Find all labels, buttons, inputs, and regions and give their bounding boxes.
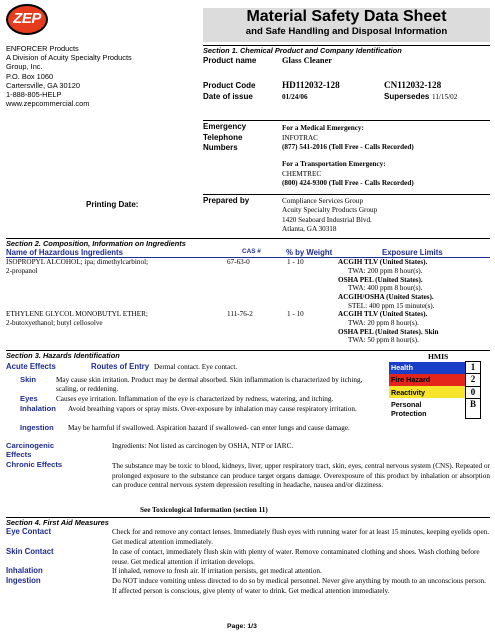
exposure-limits [338, 310, 438, 345]
company-address [6, 44, 196, 108]
emergency-label-line: Telephone [203, 132, 243, 142]
ingredient-cas: 67-63-0 [227, 258, 250, 266]
ingredient-row [6, 258, 148, 277]
ingredient-weight: 1 - 10 [287, 310, 304, 318]
prepared-by [282, 197, 377, 235]
product-code-value: HD112032-128 [282, 80, 340, 90]
inhalation-label: Inhalation [20, 404, 56, 413]
supersedes-value: 11/15/02 [432, 93, 458, 101]
exposure-limit-line: ACGIH/OSHA (United States). [338, 293, 434, 302]
document-subtitle: and Safe Handling and Disposal Information [245, 26, 448, 37]
medical-phone: (877) 541-2016 (Toll Free - Calls Recorded) [282, 143, 414, 152]
date-value: 01/24/06 [282, 93, 308, 101]
skin-label: Skin [20, 375, 37, 384]
company-line: A Division of Acuity Specialty Products [6, 53, 132, 63]
hmis-health-label: Health [389, 362, 466, 374]
exposure-limit-line: TWA: 400 ppm 8 hour(s). [348, 284, 423, 293]
inhalation-text: Avoid breathing vapors or spray mists. Over-exposure by inhalation may cause respiratory irritation. [68, 405, 357, 413]
first-aid-ingestion-label: Ingestion [6, 576, 41, 585]
hmis-personal-line: Personal [391, 400, 422, 410]
ingredient-name: 2-propanol [6, 267, 38, 276]
carcinogenic-text: Ingredients: Not listed as carcinogen by OSHA, NTP or IARC. [112, 442, 294, 450]
emergency-label-line: Emergency [203, 122, 247, 131]
exposure-limit-line: ACGIH TLV (United States). [338, 310, 428, 318]
first-aid-inhalation-text: If inhaled, remove to fresh air. If irritation persists, get medical attention. [112, 567, 322, 575]
routes-label: Routes of Entry [91, 362, 150, 371]
hmis-table [389, 361, 481, 419]
date-label: Date of issue [203, 92, 253, 101]
section4-heading: Section 4. First Aid Measures [6, 518, 109, 527]
company-line: P.O. Box 1060 [6, 71, 54, 81]
prepared-line: 1420 Seaboard Industrial Blvd. [282, 215, 372, 224]
col-weight: % by Weight [286, 248, 333, 257]
ingredient-row [6, 310, 148, 329]
exposure-limit-line: STEL: 400 ppm 15 minute(s). [348, 301, 435, 310]
chronic-effects-label: Chronic Effects [6, 460, 63, 469]
transport-emergency [282, 160, 414, 189]
skin-text: May cause skin irritation. Product may be dermal absorbed. Skin inflammation is characterized by itching, scaling, or reddening. [56, 376, 363, 394]
routes-text: Dermal contact. Eye contact. [154, 363, 238, 371]
eyes-label: Eyes [20, 394, 38, 403]
exposure-limit-line: ACGIH TLV (United States). [338, 258, 428, 266]
eye-contact-text: Check for and remove any contact lenses. Immediately flush eyes with running water for at least 15 minutes, keeping eyelids open. Get medical attention immediately. [112, 528, 490, 546]
medical-org: INFOTRAC [282, 133, 318, 142]
first-aid-inhalation-label: Inhalation [6, 566, 43, 575]
emergency-label-line: Numbers [203, 143, 238, 152]
carcinogenic-label-line: Carcinogenic [6, 441, 55, 450]
logo-text: ZEP [13, 10, 41, 28]
chronic-effects-text: The substance may be toxic to blood, kidneys, liver, upper respiratory tract, skin, eyes, central nervous system (CNS). Repeated or prolonged exposure to the substance can produce target organs damage. Overexposure of this product by inhalation or absorption can produce central nervous system depression resulting in headache, nausea and/or dizziness. [112, 462, 490, 490]
supersedes-label: Supersedes [384, 92, 430, 101]
product-name-value: Glass Cleaner [282, 56, 333, 65]
document-title: Material Safety Data Sheet [246, 8, 447, 25]
ingredient-cas: 111-76-2 [227, 310, 253, 318]
hmis-title: HMIS [428, 352, 449, 361]
prepared-line: Compliance Services Group [282, 197, 364, 205]
divider [203, 120, 490, 121]
acute-effects-label: Acute Effects [6, 362, 56, 371]
exposure-limits [338, 258, 434, 311]
exposure-limit-line: OSHA PEL (United States). Skin [338, 327, 439, 336]
company-name: ENFORCER Products [6, 44, 79, 53]
product-code-label: Product Code [203, 81, 256, 90]
ingredient-name: 2-butoxyethanol; butyl cellosolve [6, 319, 103, 328]
hmis-reactivity-value: 0 [466, 386, 481, 398]
hmis-health-value: 1 [466, 362, 481, 374]
exposure-limit-line: TWA: 50 ppm 8 hour(s). [348, 336, 419, 345]
ingredient-name: ETHYLENE GLYCOL MONOBUTYL ETHER; [6, 310, 148, 318]
ingestion-text: May be harmful if swallowed. Aspiration hazard if swallowed- can enter lungs and cause damage. [68, 424, 350, 432]
hmis-reactivity-label: Reactivity [389, 386, 466, 398]
section3-heading: Section 3. Hazards Identification [6, 351, 120, 360]
divider [203, 194, 490, 195]
transport-title: For a Transportation Emergency: [282, 160, 386, 168]
first-aid-ingestion-text: Do NOT induce vomiting unless directed to do so by medical personnel. Never give anything by mouth to an unconscious person. If affected person is conscious, give plenty of water to drink. Get medical attention immediately. [112, 577, 486, 595]
col-ingredient-name: Name of Hazardous Ingredients [6, 248, 123, 257]
medical-title: For a Medical Emergency: [282, 124, 364, 132]
col-cas: CAS # [242, 248, 261, 255]
section1-heading: Section 1. Chemical Product and Company Identification [203, 46, 402, 55]
see-toxicological: See Toxicological Information (section 11) [140, 506, 268, 514]
exposure-limit-line: TWA: 20 ppm 8 hour(s). [348, 318, 419, 327]
ingestion-label: Ingestion [20, 423, 54, 432]
hmis-fire-value: 2 [466, 374, 481, 386]
company-phone: 1-888-805-HELP [6, 90, 62, 100]
hmis-personal-label [389, 398, 466, 418]
title-box [203, 8, 490, 42]
transport-phone: (800) 424-9300 (Toll Free - Calls Recorded) [282, 179, 414, 188]
exposure-limit-line: OSHA PEL (United States). [338, 275, 423, 284]
product-code-value-2: CN112032-128 [384, 80, 442, 90]
carcinogenic-label [6, 441, 54, 460]
exposure-limit-line: TWA: 200 ppm 8 hour(s). [348, 266, 423, 275]
emergency-label [203, 122, 246, 154]
prepared-line: Atlanta, GA 30318 [282, 225, 337, 234]
ingredient-name: ISOPROPYL ALCOHOL; ipa; dimethylcarbinol; [6, 258, 149, 266]
hmis-personal-line: Protection [391, 409, 427, 419]
eye-contact-label: Eye Contact [6, 527, 52, 536]
ingredient-weight: 1 - 10 [287, 258, 304, 266]
page-number: Page: 1/3 [227, 623, 257, 630]
medical-emergency [282, 124, 414, 153]
eyes-text: Causes eye irritation. Inflammation of the eye is characterized by redness, watering, and itching. [56, 395, 334, 403]
hmis-fire-label: Fire Hazard [389, 374, 466, 386]
skin-contact-label: Skin Contact [6, 547, 54, 556]
product-name-label: Product name [203, 56, 257, 65]
printing-date-label: Printing Date: [86, 200, 139, 209]
company-line: Group, Inc. [6, 62, 43, 72]
skin-contact-text: In case of contact, immediately flush skin with plenty of water. Remove contaminated clothing and shoes. Wash clothing before reuse. Get medical attention if irritation develops. [112, 548, 480, 566]
carcinogenic-label-line: Effects [6, 450, 32, 460]
section2-heading: Section 2. Composition, Information on Ingredients [6, 239, 186, 248]
transport-org: CHEMTREC [282, 169, 322, 178]
zep-logo [6, 4, 48, 35]
hmis-personal-value: B [466, 398, 481, 418]
col-exposure-limits: Exposure Limits [382, 248, 443, 257]
company-website: www.zepcommercial.com [6, 99, 90, 109]
prepared-by-label: Prepared by [203, 196, 250, 205]
company-line: Cartersville, GA 30120 [6, 80, 80, 90]
prepared-line: Acuity Specialty Products Group [282, 206, 378, 215]
